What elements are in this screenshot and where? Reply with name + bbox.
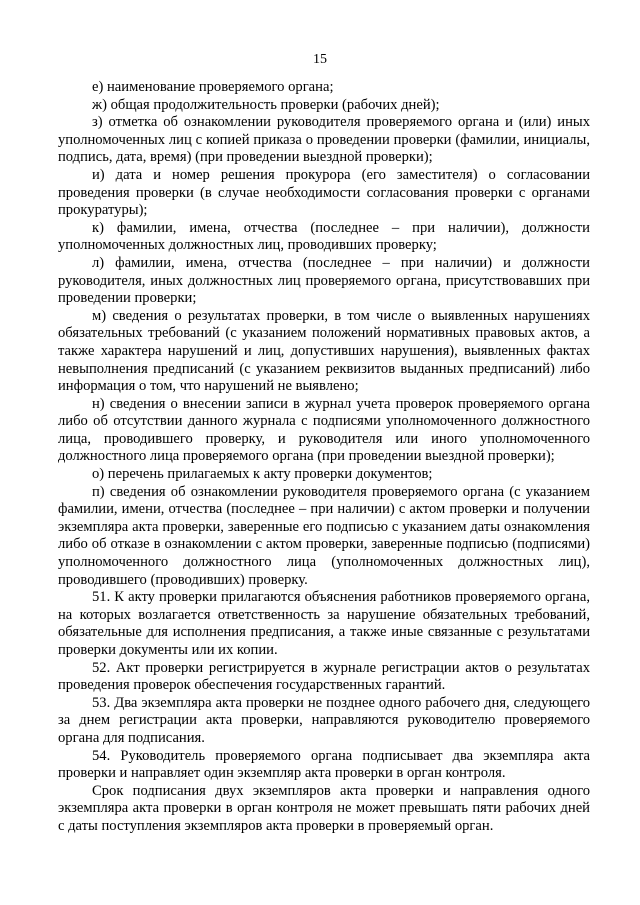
paragraph-clause-53: 53. Два экземпляра акта проверки не позднее одного рабочего дня, следующего за днем регистрации акта проверки, направляются руководителю проверяемого органа для подписания. — [58, 694, 590, 746]
paragraph-clause-51: 51. К акту проверки прилагаются объяснения работников проверяемого органа, на которых возлагается ответственность за нарушение обязательных требований, обязательные для исполнения предписания, а также иные связанные с результатами проверки документы или их копии. — [58, 589, 590, 658]
paragraph-item-l: л) фамилии, имена, отчества (последнее – при наличии) и должности руководителя, иных должностных лиц проверяемого органа, присутствовавших при проведении проверки; — [58, 254, 590, 307]
page-number: 15 — [313, 52, 327, 67]
paragraph-item-i: и) дата и номер решения прокурора (его заместителя) о согласовании проведения проверки (в случае необходимости согласования проверки с органами прокуратуры); — [58, 166, 590, 219]
paragraph-clause-54: 54. Руководитель проверяемого органа подписывает два экземпляра акта проверки и направляет один экземпляр акта проверки в орган контроля. — [58, 747, 590, 782]
paragraph-item-m: м) сведения о результатах проверки, в том числе о выявленных нарушениях обязательных требований (с указанием положений нормативных правовых актов, а также характера нарушений и лиц, допустивших нарушения), выявленных фактах невыполнения предписаний (с указанием реквизитов выданных предписаний) либо информация о том, что нарушений не выявлено; — [58, 307, 590, 395]
paragraph-clause-52: 52. Акт проверки регистрируется в журнале регистрации актов о результатах проведения проверок обеспечения государственных гарантий. — [58, 659, 590, 694]
paragraph-signing-deadline: Срок подписания двух экземпляров акта проверки и направления одного экземпляра акта проверки в орган контроля не может превышать пяти рабочих дней с даты поступления экземпляров акта проверки в проверяемый орган. — [58, 782, 590, 834]
paragraph-item-n: н) сведения о внесении записи в журнал учета проверок проверяемого органа либо об отсутствии данного журнала с подписями уполномоченного должностного лица, проводившего проверку, и руководителя или иного уполномоченного должностного лица проверяемого органа (при проведении выездной проверки); — [58, 395, 590, 465]
paragraph-item-p: п) сведения об ознакомлении руководителя проверяемого органа (с указанием фамилии, имени, отчества (последнее – при наличии) с актом проверки и получении экземпляра акта проверки, заверенные его подписью с указанием даты ознакомления либо об отказе в ознакомлении с актом проверки, заверенные подписью (подписями) уполномоченного должностного лица (уполномоченных должностных лиц), проводившего (проводивших) проверку. — [58, 483, 590, 588]
paragraph-item-k: к) фамилии, имена, отчества (последнее – при наличии), должности уполномоченных должностных лиц, проводивших проверку; — [58, 219, 590, 254]
paragraph-item-e: е) наименование проверяемого органа; — [92, 79, 334, 95]
paragraph-item-z: з) отметка об ознакомлении руководителя проверяемого органа и (или) иных уполномоченных лиц с копией приказа о проведении проверки (фамилии, инициалы, подпись, дата, время) (при проведении выездной проверки); — [58, 114, 590, 166]
document-body — [58, 79, 590, 836]
paragraph-item-o: о) перечень прилагаемых к акту проверки документов; — [92, 466, 433, 483]
paragraph-item-zh: ж) общая продолжительность проверки (рабочих дней); — [92, 96, 440, 113]
